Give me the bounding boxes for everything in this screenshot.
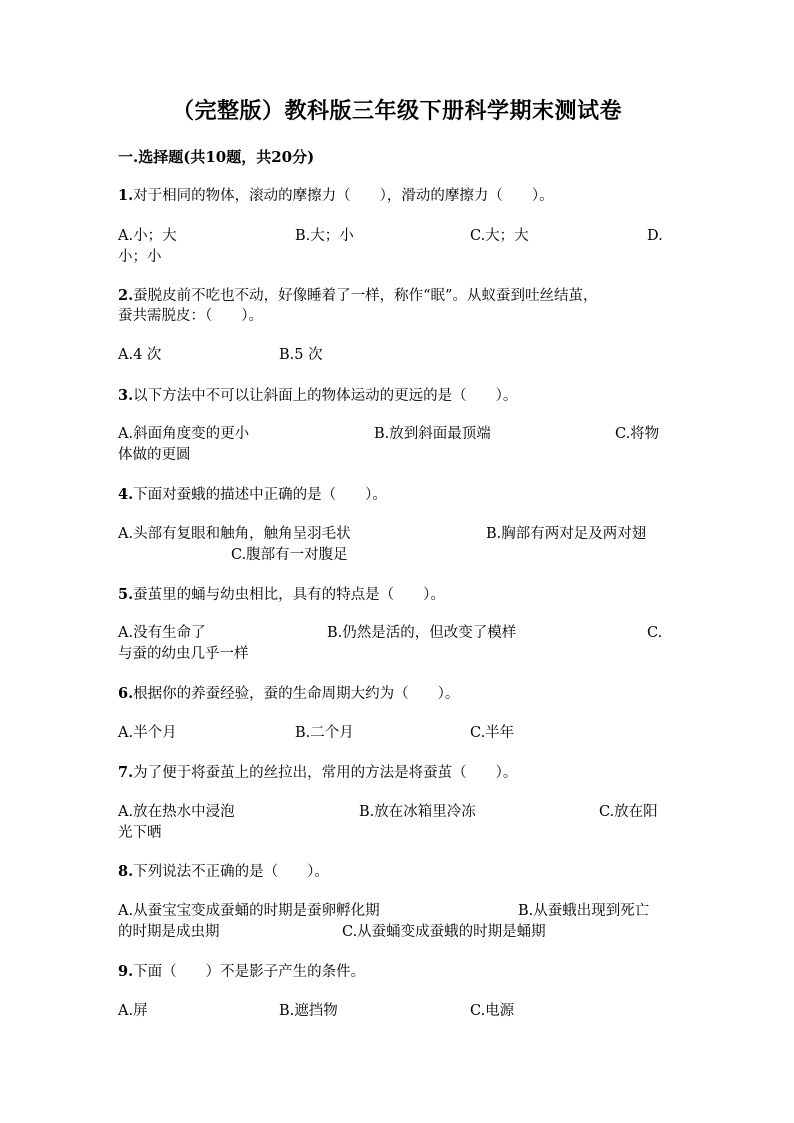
option-c: C.: [647, 625, 663, 641]
question-number: 2.: [118, 287, 134, 304]
question-2: [118, 285, 663, 327]
option-c-continued: 体做的更圆: [118, 447, 191, 463]
question-number: 6.: [118, 685, 134, 702]
option-a: A.4 次: [118, 347, 162, 363]
option-b-continued: 的时期是成虫期: [118, 924, 220, 940]
question-number: 3.: [118, 387, 134, 404]
question-4-options: [118, 524, 663, 566]
question-number: 1.: [118, 187, 134, 204]
question-text: 下面（ ）不是影子产生的条件。: [133, 964, 366, 980]
question-text: 下列说法不正确的是（ ）。: [133, 864, 329, 880]
question-number: 9.: [118, 963, 134, 980]
option-b: B.二个月: [295, 725, 354, 741]
option-c: C.半年: [470, 725, 515, 741]
option-b: B.遮挡物: [279, 1003, 338, 1019]
question-4: [118, 484, 663, 505]
question-text: 下面对蚕蛾的描述中正确的是（ ）。: [133, 487, 387, 503]
option-b: B.从蚕蛾出现到死亡: [518, 903, 650, 919]
option-c: C.从蚕蛹变成蚕蛾的时期是蛹期: [342, 924, 546, 940]
question-5-options: [118, 623, 663, 665]
option-c: C.放在阳: [599, 804, 658, 820]
question-text: 根据你的养蚕经验，蚕的生命周期大约为（ ）。: [133, 686, 460, 702]
question-text: 对于相同的物体，滚动的摩擦力（ ），滑动的摩擦力（ ）。: [133, 188, 554, 204]
option-b: B.仍然是活的，但改变了模样: [327, 625, 517, 641]
question-9-options: [118, 1001, 663, 1022]
option-d: D.: [647, 228, 663, 244]
option-d-continued: 小；小: [118, 249, 162, 265]
option-a: A.小；大: [118, 228, 177, 244]
question-number: 5.: [118, 586, 134, 603]
option-b: B.大；小: [295, 228, 354, 244]
option-b: B.胸部有两对足及两对翅: [486, 526, 647, 542]
question-6-options: [118, 723, 663, 744]
question-7-options: [118, 802, 663, 844]
option-c: C.将物: [615, 426, 660, 442]
option-c-continued: 光下晒: [118, 825, 162, 841]
question-3: [118, 385, 663, 406]
section-heading: 一.选择题(共10题，共20分): [118, 148, 315, 166]
question-number: 7.: [118, 764, 134, 781]
question-number: 8.: [118, 863, 134, 880]
question-2-options: [118, 345, 663, 366]
option-a: A.斜面角度变的更小: [118, 426, 250, 442]
option-a: A.没有生命了: [118, 625, 206, 641]
question-text: 蚕茧里的蛹与幼虫相比，具有的特点是（ ）。: [133, 587, 445, 603]
question-text: 以下方法中不可以让斜面上的物体运动的更远的是（ ）。: [133, 388, 518, 404]
option-b: B.放到斜面最顶端: [374, 426, 491, 442]
option-c: C.腹部有一对腹足: [231, 547, 348, 563]
question-8: [118, 861, 663, 882]
question-6: [118, 683, 663, 704]
option-c: C.电源: [470, 1003, 515, 1019]
question-text: 蚕脱皮前不吃也不动，好像睡着了一样，称作“眠”。从蚁蚕到吐丝结茧，: [133, 288, 598, 304]
page-title: （完整版）教科版三年级下册科学期末测试卷: [171, 98, 622, 124]
option-a: A.半个月: [118, 725, 177, 741]
question-1: [118, 185, 663, 206]
option-a: A.头部有复眼和触角，触角呈羽毛状: [118, 526, 351, 542]
option-a: A.放在热水中浸泡: [118, 804, 235, 820]
option-a: A.从蚕宝宝变成蚕蛹的时期是蚕卵孵化期: [118, 903, 380, 919]
question-5: [118, 584, 663, 605]
question-number: 4.: [118, 486, 134, 503]
question-1-options: [118, 226, 663, 268]
question-3-options: [118, 424, 663, 466]
option-c: C.大；大: [470, 228, 529, 244]
question-text: 为了便于将蚕茧上的丝拉出，常用的方法是将蚕茧（ ）。: [133, 765, 518, 781]
option-b: B.5 次: [279, 347, 323, 363]
question-9: [118, 961, 663, 982]
option-c-continued: 与蚕的幼虫几乎一样: [118, 646, 249, 662]
question-text-continued: 蚕共需脱皮：（ ）。: [118, 308, 263, 324]
question-7: [118, 762, 663, 783]
option-a: A.屏: [118, 1003, 148, 1019]
question-8-options: [118, 901, 663, 943]
option-b: B.放在冰箱里冷冻: [359, 804, 476, 820]
